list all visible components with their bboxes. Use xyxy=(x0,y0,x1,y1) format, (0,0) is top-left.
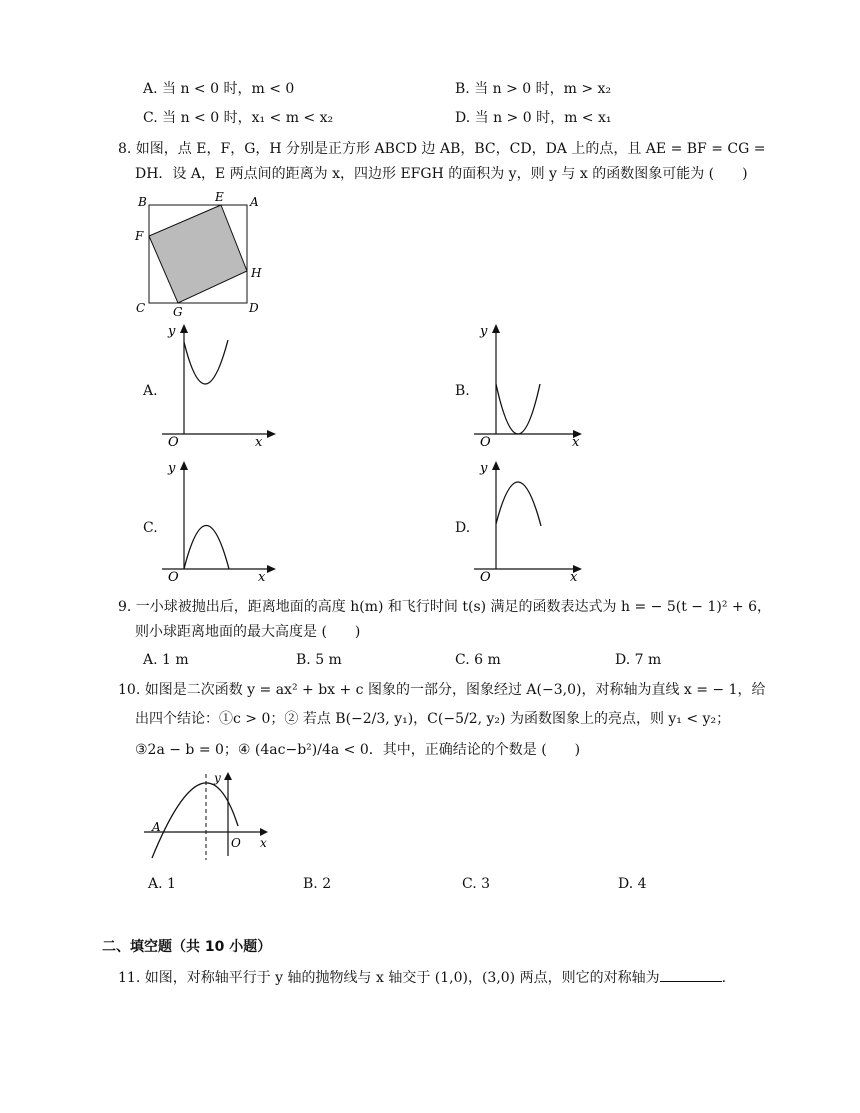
q10-stem-line2: 出四个结论：①c > 0；② 若点 B(−2/3, y₁)，C(−5/2, y₂) 为函数图象上的亮点，则 y₁ < y₂； xyxy=(135,711,731,727)
q7-option-d: D. 当 n > 0 时，m < x₁ xyxy=(455,110,612,126)
label-x: x xyxy=(260,836,267,850)
q8-graph-b xyxy=(472,322,602,450)
q8-graph-c xyxy=(160,459,290,584)
label-y: y xyxy=(214,771,221,785)
svg-text:O: O xyxy=(480,435,491,450)
q8-graph-a xyxy=(160,322,290,450)
svg-text:O: O xyxy=(168,435,179,450)
q8-choice-a-label: A. xyxy=(143,383,158,399)
q9-stem-line2: 则小球距离地面的最大高度是 ( ) xyxy=(135,624,361,640)
svg-text:O: O xyxy=(168,570,179,585)
q10-option-c: C. 3 xyxy=(462,876,491,892)
q11-text: 11. 如图，对称轴平行于 y 轴的抛物线与 x 轴交于 (1,0)，(3,0) 两点，则它的对称轴为 xyxy=(118,970,660,986)
label-d: D xyxy=(249,301,259,315)
q7-option-c: C. 当 n < 0 时，x₁ < m < x₂ xyxy=(143,110,334,126)
svg-text:y: y xyxy=(480,324,488,339)
q10-parabola-figure xyxy=(140,770,280,865)
q9-stem-line1: 9. 一小球被抛出后，距离地面的高度 h(m) 和飞行时间 t(s) 满足的函数表达式为 h = − 5(t − 1)² + 6， xyxy=(118,599,771,615)
q11-period: . xyxy=(721,970,727,986)
label-g: G xyxy=(173,305,183,319)
label-o: O xyxy=(231,836,241,850)
svg-text:x: x xyxy=(570,570,578,585)
q10-stem-line3: ③2a − b = 0；④ (4ac−b²)/4a < 0．其中，正确结论的个数是 ( ) xyxy=(135,742,581,758)
q10-option-b: B. 2 xyxy=(303,876,332,892)
section-heading: 二、填空题（共 10 小题） xyxy=(102,939,272,955)
svg-text:y: y xyxy=(168,324,176,339)
q9-option-d: D. 7 m xyxy=(615,652,662,668)
q8-square-figure xyxy=(130,192,270,317)
q9-option-b: B. 5 m xyxy=(296,652,342,668)
svg-text:x: x xyxy=(255,435,263,450)
svg-text:y: y xyxy=(168,461,176,476)
q9-option-a: A. 1 m xyxy=(143,652,189,668)
label-a: A xyxy=(152,820,161,834)
q7-option-a: A. 当 n < 0 时，m < 0 xyxy=(143,81,295,97)
label-b: B xyxy=(138,195,147,209)
label-c: C xyxy=(136,301,146,315)
q8-choice-b-label: B. xyxy=(455,383,470,399)
svg-text:y: y xyxy=(480,461,488,476)
q7-option-b: B. 当 n > 0 时，m > x₂ xyxy=(455,81,612,97)
label-e: E xyxy=(215,190,224,204)
svg-text:x: x xyxy=(258,570,266,585)
label-h: H xyxy=(251,266,262,280)
q8-choice-c-label: C. xyxy=(143,520,158,536)
q10-option-d: D. 4 xyxy=(618,876,647,892)
q8-stem-line1: 8. 如图，点 E，F，G，H 分别是正方形 ABCD 边 AB，BC，CD，DA 上的点，且 AE = BF = CG = xyxy=(118,141,766,157)
svg-text:O: O xyxy=(480,570,491,585)
answer-blank[interactable] xyxy=(660,967,722,982)
label-a: A xyxy=(250,195,259,209)
q8-choice-d-label: D. xyxy=(455,520,471,536)
svg-text:x: x xyxy=(572,435,580,450)
label-f: F xyxy=(135,229,144,243)
q8-graph-d xyxy=(472,459,602,584)
q11-stem xyxy=(118,967,726,988)
q8-stem-line2: DH．设 A，E 两点间的距离为 x，四边形 EFGH 的面积为 y，则 y 与 x 的函数图象可能为 ( ) xyxy=(135,166,748,182)
q9-option-c: C. 6 m xyxy=(455,652,501,668)
q10-stem-line1: 10. 如图是二次函数 y = ax² + bx + c 图象的一部分，图象经过 A(−3,0)，对称轴为直线 x = − 1，给 xyxy=(118,682,766,698)
q10-option-a: A. 1 xyxy=(148,876,176,892)
